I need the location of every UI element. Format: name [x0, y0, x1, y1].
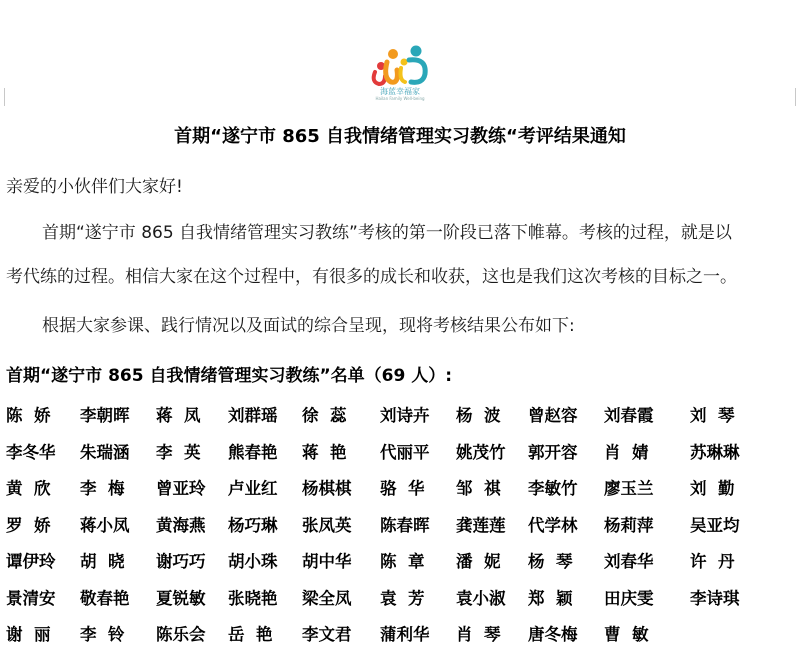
paragraph-1-line-1: 首期“遂宁市 865 自我情绪管理实习教练”考核的第一阶段已落下帷幕。考核的过程，就是以 [42, 223, 732, 243]
name-entry: 骆 华 [380, 479, 425, 498]
name-row [6, 621, 796, 658]
name-entry: 黄 欣 [6, 479, 51, 498]
name-entry: 刘春霞 [604, 406, 654, 425]
name-entry: 敬春艳 [80, 588, 130, 608]
name-entry: 李冬华 [6, 442, 56, 462]
name-entry: 曾亚玲 [156, 479, 206, 498]
name-entry: 李朝晖 [80, 406, 130, 425]
name-entry: 陈春晖 [380, 515, 430, 535]
name-entry: 胡中华 [302, 552, 352, 571]
name-entry: 肖 琴 [456, 625, 501, 644]
name-entry: 蒋 艳 [302, 442, 347, 462]
name-entry: 姚茂竹 [456, 442, 506, 462]
name-entry: 张晓艳 [228, 588, 278, 608]
name-entry: 袁小淑 [456, 588, 506, 608]
logo-brand-en-text: Hailan Family Well-being [375, 96, 425, 101]
name-entry: 杨棋棋 [302, 479, 352, 498]
name-entry: 李 铃 [80, 625, 125, 644]
name-entry: 肖 婧 [604, 442, 649, 462]
name-entry: 谢巧巧 [156, 552, 206, 571]
name-entry: 潘 妮 [456, 552, 501, 571]
name-entry: 谢 丽 [6, 625, 51, 644]
name-row [6, 439, 796, 476]
name-entry: 刘 琴 [690, 406, 735, 425]
name-entry: 蒲利华 [380, 625, 430, 644]
name-entry: 李诗琪 [690, 588, 740, 608]
name-entry: 代丽平 [380, 442, 430, 462]
name-entry: 胡 晓 [80, 552, 125, 571]
name-entry: 景清安 [6, 588, 56, 608]
name-entry: 蒋小凤 [80, 515, 130, 535]
name-entry: 陈 章 [380, 552, 425, 571]
list-heading: 首期“遂宁市 865 自我情绪管理实习教练”名单（69 人）: [6, 366, 453, 386]
paragraph-2: 根据大家参课、践行情况以及面试的综合呈现，现将考核结果公布如下: [42, 316, 575, 336]
name-entry: 张凤英 [302, 515, 352, 535]
name-entry: 黄海燕 [156, 515, 206, 535]
name-entry: 廖玉兰 [604, 479, 654, 498]
name-entry: 刘群瑶 [228, 406, 278, 425]
name-row [6, 475, 796, 512]
name-entry: 曹 敏 [604, 625, 649, 644]
name-entry: 熊春艳 [228, 442, 278, 462]
name-entry: 郭开容 [528, 442, 578, 462]
name-entry: 杨莉萍 [604, 515, 654, 535]
name-entry: 唐冬梅 [528, 625, 578, 644]
name-entry: 龚莲莲 [456, 515, 506, 535]
name-entry: 曾赵容 [528, 406, 578, 425]
name-entry: 郑 颖 [528, 588, 573, 608]
name-entry: 李 英 [156, 442, 201, 462]
paragraph-1-line-2: 考代练的过程。相信大家在这个过程中，有很多的成长和收获，这也是我们这次考核的目标之一。 [6, 267, 737, 287]
name-entry: 刘诗卉 [380, 406, 430, 425]
name-entry: 谭伊玲 [6, 552, 56, 571]
name-entry: 杨巧琳 [228, 515, 278, 535]
name-row [6, 585, 796, 622]
name-entry: 田庆雯 [604, 588, 654, 608]
notice-title: 首期“遂宁市 865 自我情绪管理实习教练“考评结果通知 [174, 126, 626, 147]
name-entry: 吴亚均 [690, 515, 740, 535]
name-entry: 朱瑞涵 [80, 442, 130, 462]
name-row [6, 512, 796, 549]
name-entry: 李文君 [302, 625, 352, 644]
name-entry: 刘 勤 [690, 479, 735, 498]
name-entry: 陈 娇 [6, 406, 51, 425]
page-corner-mark-left [4, 88, 5, 106]
name-entry: 卢业红 [228, 479, 278, 498]
name-entry: 代学林 [528, 515, 578, 535]
name-entry: 李 梅 [80, 479, 125, 498]
name-row [6, 548, 796, 585]
family-logo-icon [369, 42, 431, 86]
name-entry: 陈乐会 [156, 625, 206, 644]
name-entry: 刘春华 [604, 552, 654, 571]
name-entry: 苏琳琳 [690, 442, 740, 462]
name-entry: 邹 祺 [456, 479, 501, 498]
name-entry: 袁 芳 [380, 588, 425, 608]
logo [360, 42, 440, 108]
logo-brand-text: 海蓝幸福家 [380, 87, 420, 96]
name-entry: 梁全凤 [302, 588, 352, 608]
name-entry: 徐 蕊 [302, 406, 347, 425]
name-entry: 蒋 凤 [156, 406, 201, 425]
name-entry: 杨 琴 [528, 552, 573, 571]
name-entry: 岳 艳 [228, 625, 273, 644]
name-list [6, 402, 796, 658]
name-entry: 罗 娇 [6, 515, 51, 535]
name-entry: 夏锐敏 [156, 588, 206, 608]
page-corner-mark-right [795, 88, 796, 106]
greeting: 亲爱的小伙伴们大家好! [6, 177, 183, 197]
name-entry: 许 丹 [690, 552, 735, 571]
name-entry: 李敏竹 [528, 479, 578, 498]
name-entry: 杨 波 [456, 406, 501, 425]
name-row [6, 402, 796, 439]
name-entry: 胡小珠 [228, 552, 278, 571]
